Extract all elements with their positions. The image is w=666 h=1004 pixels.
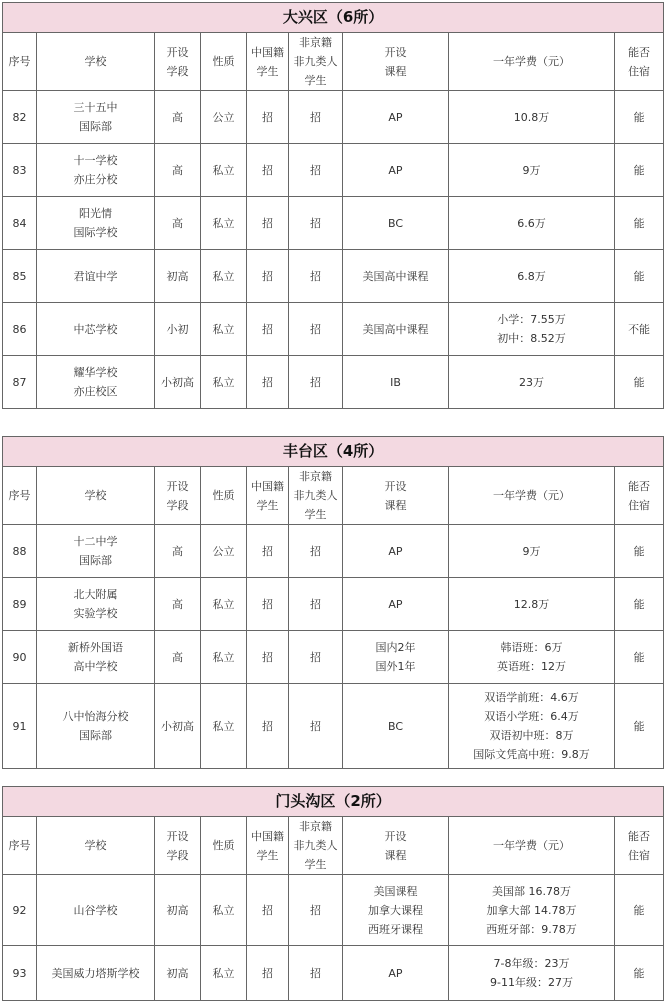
table-row xyxy=(3,356,664,409)
cell-nonbj: 招 xyxy=(289,631,343,684)
cell-fee xyxy=(449,875,615,946)
cell-line: 7-8年级：23万 xyxy=(493,957,570,970)
cell-line: 住宿 xyxy=(628,64,651,78)
cell-line: 三十五中 xyxy=(73,101,118,114)
table-row xyxy=(3,144,664,197)
cell-line: 开设 xyxy=(384,45,407,59)
cell-stage: 小初高 xyxy=(155,684,201,769)
cell-line: 非京籍 xyxy=(299,820,332,833)
cell-no: 92 xyxy=(3,875,37,946)
cell-fee xyxy=(449,684,615,769)
cell-line: 国际部 xyxy=(79,120,112,133)
cell-fee xyxy=(449,525,615,578)
cell-cn: 招 xyxy=(247,946,289,1001)
cell-no: 91 xyxy=(3,684,37,769)
cell-dorm: 能 xyxy=(615,250,664,303)
cell-course xyxy=(343,303,449,356)
cell-line: 课程 xyxy=(384,498,407,512)
cell-line: 初中：8.52万 xyxy=(497,332,566,345)
column-header-dorm xyxy=(615,467,664,525)
cell-course xyxy=(343,946,449,1001)
cell-course xyxy=(343,525,449,578)
cell-stage: 高 xyxy=(155,144,201,197)
cell-fee xyxy=(449,197,615,250)
cell-line: 开设 xyxy=(166,45,189,59)
cell-line: 学段 xyxy=(166,498,189,512)
cell-type: 公立 xyxy=(201,91,247,144)
cell-no: 85 xyxy=(3,250,37,303)
cell-nonbj: 招 xyxy=(289,303,343,356)
cell-line: 开设 xyxy=(166,829,189,843)
cell-type: 私立 xyxy=(201,250,247,303)
column-header-stage xyxy=(155,33,201,91)
cell-line: 非京籍 xyxy=(299,36,332,49)
cell-cn: 招 xyxy=(247,144,289,197)
cell-nonbj: 招 xyxy=(289,356,343,409)
cell-line: 学校 xyxy=(84,55,107,68)
column-header-type xyxy=(201,817,247,875)
cell-school xyxy=(37,250,155,303)
cell-line: 十二中学 xyxy=(73,535,118,548)
cell-dorm: 能 xyxy=(615,875,664,946)
cell-dorm: 能 xyxy=(615,684,664,769)
cell-line: 能否 xyxy=(628,479,651,493)
cell-school xyxy=(37,578,155,631)
cell-line: 学生 xyxy=(256,498,279,512)
cell-line: 学生 xyxy=(256,64,279,78)
cell-stage: 初高 xyxy=(155,875,201,946)
cell-line: 英语班：12万 xyxy=(497,660,566,673)
cell-school xyxy=(37,144,155,197)
district-section xyxy=(2,2,663,409)
cell-line: 开设 xyxy=(384,829,407,843)
cell-line: 美国部 16.78万 xyxy=(492,884,571,898)
cell-dorm: 能 xyxy=(615,631,664,684)
column-header-no: 序号 xyxy=(3,467,37,525)
cell-cn: 招 xyxy=(247,356,289,409)
district-title: 丰台区（4所） xyxy=(3,437,664,467)
cell-line: 十一学校 xyxy=(73,154,118,167)
cell-line: BC xyxy=(387,216,404,230)
cell-line: 国际学校 xyxy=(73,226,118,239)
cell-cn: 招 xyxy=(247,875,289,946)
cell-line: 加拿大课程 xyxy=(368,903,423,917)
cell-cn: 招 xyxy=(247,91,289,144)
cell-line: 八中怡海分校 xyxy=(62,710,129,723)
cell-line: 中国籍 xyxy=(251,479,284,493)
cell-nonbj: 招 xyxy=(289,197,343,250)
cell-course xyxy=(343,250,449,303)
cell-line: 国外1年 xyxy=(375,660,416,673)
cell-cn: 招 xyxy=(247,684,289,769)
column-header-no: 序号 xyxy=(3,817,37,875)
column-header-stage xyxy=(155,817,201,875)
cell-dorm: 能 xyxy=(615,356,664,409)
cell-fee xyxy=(449,303,615,356)
cell-cn: 招 xyxy=(247,197,289,250)
table-row xyxy=(3,875,664,946)
column-header-course xyxy=(343,817,449,875)
cell-line: 学生 xyxy=(304,508,327,521)
cell-stage: 初高 xyxy=(155,250,201,303)
cell-line: 开设 xyxy=(384,479,407,493)
cell-fee xyxy=(449,631,615,684)
cell-no: 82 xyxy=(3,91,37,144)
cell-type: 私立 xyxy=(201,631,247,684)
cell-line: 能否 xyxy=(628,45,651,59)
cell-line: 亦庄分校 xyxy=(73,173,118,186)
table-row xyxy=(3,684,664,769)
cell-line: 住宿 xyxy=(628,498,651,512)
cell-line: 实验学校 xyxy=(73,607,118,620)
cell-cn: 招 xyxy=(247,250,289,303)
cell-line: 一年学费（元） xyxy=(493,489,570,502)
cell-type: 私立 xyxy=(201,875,247,946)
school-table xyxy=(2,786,664,1001)
column-header-fee xyxy=(449,33,615,91)
cell-course xyxy=(343,684,449,769)
cell-line: 非九类人 xyxy=(293,489,338,502)
cell-no: 84 xyxy=(3,197,37,250)
cell-dorm: 能 xyxy=(615,525,664,578)
cell-line: 非九类人 xyxy=(293,55,338,68)
cell-cn: 招 xyxy=(247,631,289,684)
cell-school xyxy=(37,875,155,946)
cell-line: 学段 xyxy=(166,64,189,78)
cell-line: 西班牙部：9.78万 xyxy=(486,922,577,936)
cell-no: 90 xyxy=(3,631,37,684)
cell-stage: 小初高 xyxy=(155,356,201,409)
column-header-type xyxy=(201,467,247,525)
cell-cn: 招 xyxy=(247,578,289,631)
cell-line: 国内2年 xyxy=(375,641,416,654)
cell-line: AP xyxy=(388,597,403,611)
table-row xyxy=(3,303,664,356)
cell-line: 国际部 xyxy=(79,554,112,567)
cell-line: 耀华学校 xyxy=(73,366,118,379)
cell-cn: 招 xyxy=(247,525,289,578)
table-row xyxy=(3,525,664,578)
cell-line: 9-11年级：27万 xyxy=(490,976,573,989)
cell-line: 加拿大部 14.78万 xyxy=(486,903,577,917)
cell-fee xyxy=(449,578,615,631)
cell-no: 86 xyxy=(3,303,37,356)
cell-stage: 初高 xyxy=(155,946,201,1001)
cell-line: 山谷学校 xyxy=(73,903,118,917)
cell-line: 学生 xyxy=(304,74,327,87)
cell-line: 性质 xyxy=(212,489,235,502)
cell-school xyxy=(37,684,155,769)
cell-line: AP xyxy=(388,110,403,124)
column-header-nonbj xyxy=(289,33,343,91)
column-header-no: 序号 xyxy=(3,33,37,91)
table-row xyxy=(3,578,664,631)
cell-nonbj: 招 xyxy=(289,875,343,946)
cell-type: 私立 xyxy=(201,144,247,197)
column-header-fee xyxy=(449,467,615,525)
cell-dorm: 能 xyxy=(615,91,664,144)
cell-school xyxy=(37,91,155,144)
cell-type: 公立 xyxy=(201,525,247,578)
cell-stage: 高 xyxy=(155,525,201,578)
cell-school xyxy=(37,525,155,578)
cell-line: AP xyxy=(388,544,403,558)
column-header-fee xyxy=(449,817,615,875)
cell-type: 私立 xyxy=(201,684,247,769)
column-header-cn xyxy=(247,817,289,875)
cell-course xyxy=(343,356,449,409)
cell-type: 私立 xyxy=(201,356,247,409)
cell-line: 双语小学班：6.4万 xyxy=(484,710,579,723)
cell-line: 小学：7.55万 xyxy=(497,313,566,326)
cell-line: 国际文凭高中班：9.8万 xyxy=(473,748,590,761)
cell-nonbj: 招 xyxy=(289,684,343,769)
cell-line: 6.6万 xyxy=(517,216,546,230)
table-row xyxy=(3,631,664,684)
cell-line: 学校 xyxy=(84,839,107,852)
cell-line: BC xyxy=(387,719,404,733)
district-title: 大兴区（6所） xyxy=(3,3,664,33)
district-section xyxy=(2,436,663,769)
cell-line: 10.8万 xyxy=(513,110,550,124)
cell-line: 一年学费（元） xyxy=(493,55,570,68)
cell-course xyxy=(343,631,449,684)
table-row xyxy=(3,946,664,1001)
cell-line: 国际部 xyxy=(79,729,112,742)
column-header-course xyxy=(343,467,449,525)
cell-school xyxy=(37,197,155,250)
cell-fee xyxy=(449,144,615,197)
cell-line: 9万 xyxy=(522,544,541,558)
cell-course xyxy=(343,197,449,250)
cell-line: IB xyxy=(390,375,401,389)
cell-type: 私立 xyxy=(201,578,247,631)
header-row xyxy=(3,467,664,525)
column-header-school xyxy=(37,467,155,525)
cell-cn: 招 xyxy=(247,303,289,356)
cell-line: 能否 xyxy=(628,829,651,843)
cell-line: AP xyxy=(388,966,403,980)
cell-line: 6.8万 xyxy=(517,269,546,283)
cell-line: 中芯学校 xyxy=(73,322,118,336)
cell-fee xyxy=(449,91,615,144)
cell-dorm: 能 xyxy=(615,197,664,250)
table-row xyxy=(3,250,664,303)
cell-nonbj: 招 xyxy=(289,525,343,578)
column-header-cn xyxy=(247,33,289,91)
cell-line: 美国课程 xyxy=(373,884,418,898)
cell-line: 学生 xyxy=(256,848,279,862)
cell-line: 性质 xyxy=(212,55,235,68)
cell-line: 北大附属 xyxy=(73,588,118,601)
cell-line: 西班牙课程 xyxy=(368,922,423,936)
cell-stage: 高 xyxy=(155,578,201,631)
cell-no: 88 xyxy=(3,525,37,578)
cell-nonbj: 招 xyxy=(289,578,343,631)
header-row xyxy=(3,33,664,91)
cell-dorm: 能 xyxy=(615,578,664,631)
cell-line: 中国籍 xyxy=(251,45,284,59)
cell-course xyxy=(343,91,449,144)
cell-dorm: 能 xyxy=(615,144,664,197)
cell-line: 中国籍 xyxy=(251,829,284,843)
column-header-dorm xyxy=(615,817,664,875)
cell-course xyxy=(343,144,449,197)
cell-school xyxy=(37,356,155,409)
cell-line: 12.8万 xyxy=(513,597,550,611)
cell-no: 83 xyxy=(3,144,37,197)
cell-fee xyxy=(449,356,615,409)
cell-line: 君谊中学 xyxy=(73,269,118,283)
cell-stage: 小初 xyxy=(155,303,201,356)
cell-nonbj: 招 xyxy=(289,946,343,1001)
column-header-stage xyxy=(155,467,201,525)
table-row xyxy=(3,91,664,144)
cell-type: 私立 xyxy=(201,303,247,356)
cell-line: 亦庄校区 xyxy=(73,385,118,398)
column-header-nonbj xyxy=(289,817,343,875)
cell-no: 93 xyxy=(3,946,37,1001)
cell-type: 私立 xyxy=(201,946,247,1001)
cell-line: 美国高中课程 xyxy=(362,322,429,336)
cell-school xyxy=(37,631,155,684)
school-table xyxy=(2,2,664,409)
cell-stage: 高 xyxy=(155,631,201,684)
cell-nonbj: 招 xyxy=(289,250,343,303)
cell-line: 23万 xyxy=(519,375,544,389)
column-header-school xyxy=(37,33,155,91)
cell-line: 阳光情 xyxy=(79,207,112,220)
column-header-type xyxy=(201,33,247,91)
cell-stage: 高 xyxy=(155,91,201,144)
cell-line: 9万 xyxy=(522,163,541,177)
cell-line: 开设 xyxy=(166,479,189,493)
cell-course xyxy=(343,875,449,946)
cell-no: 87 xyxy=(3,356,37,409)
table-row xyxy=(3,197,664,250)
cell-line: AP xyxy=(388,163,403,177)
cell-line: 课程 xyxy=(384,848,407,862)
cell-line: 非京籍 xyxy=(299,470,332,483)
district-section xyxy=(2,786,663,1001)
cell-line: 双语学前班：4.6万 xyxy=(484,691,579,704)
cell-line: 非九类人 xyxy=(293,839,338,852)
cell-line: 美国威力塔斯学校 xyxy=(51,966,140,980)
cell-school xyxy=(37,946,155,1001)
district-title: 门头沟区（2所） xyxy=(3,787,664,817)
cell-line: 学段 xyxy=(166,848,189,862)
header-row xyxy=(3,817,664,875)
cell-line: 一年学费（元） xyxy=(493,839,570,852)
column-header-dorm xyxy=(615,33,664,91)
cell-type: 私立 xyxy=(201,197,247,250)
cell-nonbj: 招 xyxy=(289,144,343,197)
cell-nonbj: 招 xyxy=(289,91,343,144)
cell-no: 89 xyxy=(3,578,37,631)
cell-line: 新桥外国语 xyxy=(68,641,123,654)
cell-stage: 高 xyxy=(155,197,201,250)
cell-line: 学校 xyxy=(84,489,107,502)
column-header-course xyxy=(343,33,449,91)
column-header-nonbj xyxy=(289,467,343,525)
cell-line: 住宿 xyxy=(628,848,651,862)
cell-line: 高中学校 xyxy=(73,660,118,673)
cell-line: 学生 xyxy=(304,858,327,871)
cell-course xyxy=(343,578,449,631)
cell-dorm: 能 xyxy=(615,946,664,1001)
cell-line: 课程 xyxy=(384,64,407,78)
cell-school xyxy=(37,303,155,356)
column-header-school xyxy=(37,817,155,875)
cell-line: 美国高中课程 xyxy=(362,269,429,283)
cell-line: 性质 xyxy=(212,839,235,852)
cell-dorm: 不能 xyxy=(615,303,664,356)
cell-line: 韩语班：6万 xyxy=(500,641,563,654)
cell-line: 双语初中班：8万 xyxy=(489,729,574,742)
school-table xyxy=(2,436,664,769)
cell-fee xyxy=(449,946,615,1001)
cell-fee xyxy=(449,250,615,303)
column-header-cn xyxy=(247,467,289,525)
